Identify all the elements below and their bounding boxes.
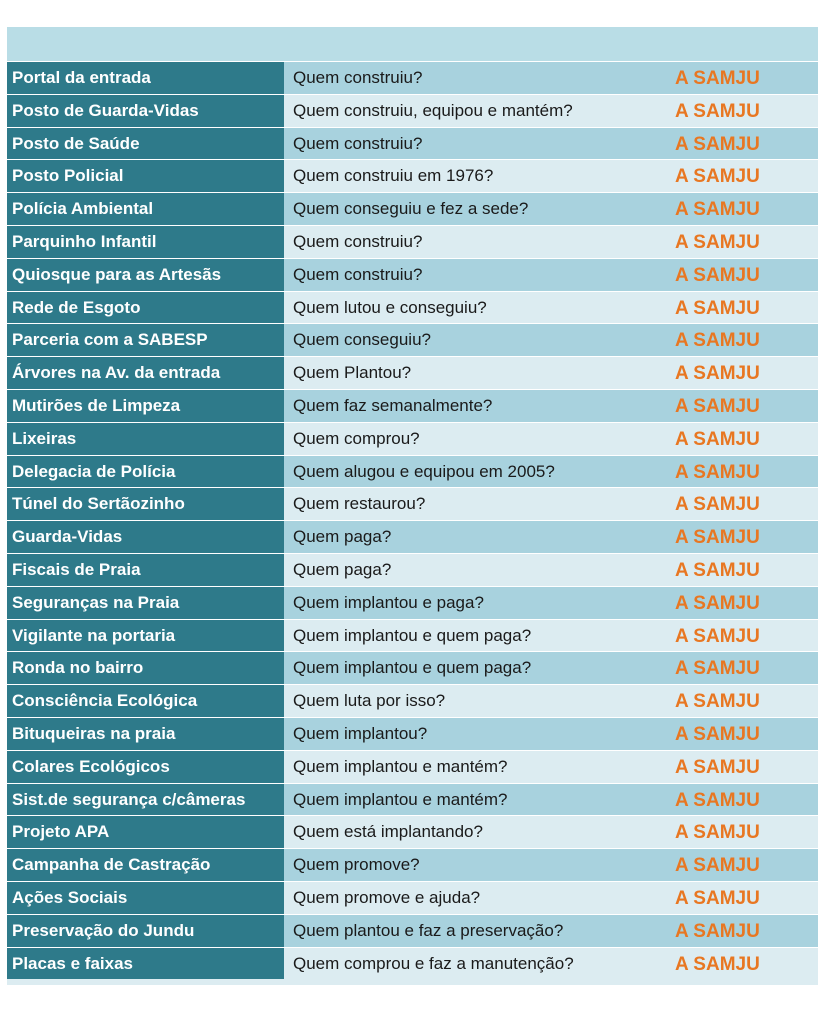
item-cell: Lixeiras bbox=[7, 423, 284, 455]
item-cell: Posto de Saúde bbox=[7, 128, 284, 160]
question-cell: Quem restaurou? bbox=[284, 488, 667, 520]
question-cell: Quem promove e ajuda? bbox=[284, 882, 667, 914]
answer-cell: A SAMJU bbox=[667, 948, 818, 980]
table-row bbox=[7, 487, 818, 520]
question-cell: Quem alugou e equipou em 2005? bbox=[284, 456, 667, 488]
question-cell: Quem implantou e paga? bbox=[284, 587, 667, 619]
question-cell: Quem faz semanalmente? bbox=[284, 390, 667, 422]
question-cell: Quem plantou e faz a preservação? bbox=[284, 915, 667, 947]
table-row bbox=[7, 225, 818, 258]
table-row bbox=[7, 422, 818, 455]
answer-cell: A SAMJU bbox=[667, 849, 818, 881]
question-cell: Quem implantou e quem paga? bbox=[284, 652, 667, 684]
item-cell: Fiscais de Praia bbox=[7, 554, 284, 586]
question-cell: Quem paga? bbox=[284, 521, 667, 553]
question-cell: Quem comprou e faz a manutenção? bbox=[284, 948, 667, 980]
table-row bbox=[7, 94, 818, 127]
item-cell: Quiosque para as Artesãs bbox=[7, 259, 284, 291]
table-row bbox=[7, 586, 818, 619]
table-row bbox=[7, 651, 818, 684]
question-cell: Quem implantou e quem paga? bbox=[284, 620, 667, 652]
item-cell: Preservação do Jundu bbox=[7, 915, 284, 947]
item-cell: Parquinho Infantil bbox=[7, 226, 284, 258]
question-cell: Quem conseguiu? bbox=[284, 324, 667, 356]
answer-cell: A SAMJU bbox=[667, 226, 818, 258]
answer-cell: A SAMJU bbox=[667, 423, 818, 455]
table-row bbox=[7, 815, 818, 848]
item-cell: Consciência Ecológica bbox=[7, 685, 284, 717]
item-cell: Mutirões de Limpeza bbox=[7, 390, 284, 422]
answer-cell: A SAMJU bbox=[667, 521, 818, 553]
question-cell: Quem Plantou? bbox=[284, 357, 667, 389]
table-row bbox=[7, 684, 818, 717]
question-cell: Quem construiu em 1976? bbox=[284, 160, 667, 192]
answer-cell: A SAMJU bbox=[667, 292, 818, 324]
item-cell: Ronda no bairro bbox=[7, 652, 284, 684]
samju-table bbox=[7, 27, 818, 985]
item-cell: Seguranças na Praia bbox=[7, 587, 284, 619]
table-row bbox=[7, 159, 818, 192]
answer-cell: A SAMJU bbox=[667, 915, 818, 947]
item-cell: Vigilante na portaria bbox=[7, 620, 284, 652]
table-body bbox=[7, 61, 818, 979]
answer-cell: A SAMJU bbox=[667, 620, 818, 652]
answer-cell: A SAMJU bbox=[667, 357, 818, 389]
header-band bbox=[7, 27, 818, 61]
item-cell: Árvores na Av. da entrada bbox=[7, 357, 284, 389]
question-cell: Quem comprou? bbox=[284, 423, 667, 455]
item-cell: Parceria com a SABESP bbox=[7, 324, 284, 356]
item-cell: Projeto APA bbox=[7, 816, 284, 848]
table-row bbox=[7, 783, 818, 816]
item-cell: Túnel do Sertãozinho bbox=[7, 488, 284, 520]
table-row bbox=[7, 619, 818, 652]
item-cell: Portal da entrada bbox=[7, 62, 284, 94]
answer-cell: A SAMJU bbox=[667, 193, 818, 225]
answer-cell: A SAMJU bbox=[667, 587, 818, 619]
answer-cell: A SAMJU bbox=[667, 882, 818, 914]
answer-cell: A SAMJU bbox=[667, 718, 818, 750]
footer-band bbox=[7, 979, 818, 985]
answer-cell: A SAMJU bbox=[667, 751, 818, 783]
answer-cell: A SAMJU bbox=[667, 488, 818, 520]
table-row bbox=[7, 258, 818, 291]
table-row bbox=[7, 455, 818, 488]
question-cell: Quem construiu? bbox=[284, 259, 667, 291]
table-row bbox=[7, 914, 818, 947]
question-cell: Quem construiu, equipou e mantém? bbox=[284, 95, 667, 127]
table-row bbox=[7, 881, 818, 914]
table-row bbox=[7, 291, 818, 324]
answer-cell: A SAMJU bbox=[667, 456, 818, 488]
answer-cell: A SAMJU bbox=[667, 324, 818, 356]
item-cell: Polícia Ambiental bbox=[7, 193, 284, 225]
table-row bbox=[7, 553, 818, 586]
question-cell: Quem promove? bbox=[284, 849, 667, 881]
table-row bbox=[7, 520, 818, 553]
table-row bbox=[7, 127, 818, 160]
item-cell: Colares Ecológicos bbox=[7, 751, 284, 783]
item-cell: Ações Sociais bbox=[7, 882, 284, 914]
answer-cell: A SAMJU bbox=[667, 554, 818, 586]
question-cell: Quem construiu? bbox=[284, 128, 667, 160]
question-cell: Quem está implantando? bbox=[284, 816, 667, 848]
item-cell: Guarda-Vidas bbox=[7, 521, 284, 553]
item-cell: Bituqueiras na praia bbox=[7, 718, 284, 750]
table-row bbox=[7, 192, 818, 225]
question-cell: Quem luta por isso? bbox=[284, 685, 667, 717]
table-row bbox=[7, 389, 818, 422]
question-cell: Quem conseguiu e fez a sede? bbox=[284, 193, 667, 225]
answer-cell: A SAMJU bbox=[667, 259, 818, 291]
table-row bbox=[7, 750, 818, 783]
question-cell: Quem lutou e conseguiu? bbox=[284, 292, 667, 324]
answer-cell: A SAMJU bbox=[667, 652, 818, 684]
question-cell: Quem implantou? bbox=[284, 718, 667, 750]
item-cell: Delegacia de Polícia bbox=[7, 456, 284, 488]
answer-cell: A SAMJU bbox=[667, 160, 818, 192]
item-cell: Rede de Esgoto bbox=[7, 292, 284, 324]
item-cell: Campanha de Castração bbox=[7, 849, 284, 881]
table-row bbox=[7, 356, 818, 389]
answer-cell: A SAMJU bbox=[667, 816, 818, 848]
answer-cell: A SAMJU bbox=[667, 62, 818, 94]
table-row bbox=[7, 947, 818, 980]
item-cell: Posto Policial bbox=[7, 160, 284, 192]
item-cell: Posto de Guarda-Vidas bbox=[7, 95, 284, 127]
question-cell: Quem implantou e mantém? bbox=[284, 751, 667, 783]
table-row bbox=[7, 323, 818, 356]
question-cell: Quem construiu? bbox=[284, 226, 667, 258]
table-row bbox=[7, 717, 818, 750]
item-cell: Placas e faixas bbox=[7, 948, 284, 980]
answer-cell: A SAMJU bbox=[667, 128, 818, 160]
question-cell: Quem construiu? bbox=[284, 62, 667, 94]
answer-cell: A SAMJU bbox=[667, 95, 818, 127]
answer-cell: A SAMJU bbox=[667, 390, 818, 422]
answer-cell: A SAMJU bbox=[667, 685, 818, 717]
question-cell: Quem paga? bbox=[284, 554, 667, 586]
item-cell: Sist.de segurança c/câmeras bbox=[7, 784, 284, 816]
answer-cell: A SAMJU bbox=[667, 784, 818, 816]
table-row bbox=[7, 61, 818, 94]
question-cell: Quem implantou e mantém? bbox=[284, 784, 667, 816]
table-row bbox=[7, 848, 818, 881]
